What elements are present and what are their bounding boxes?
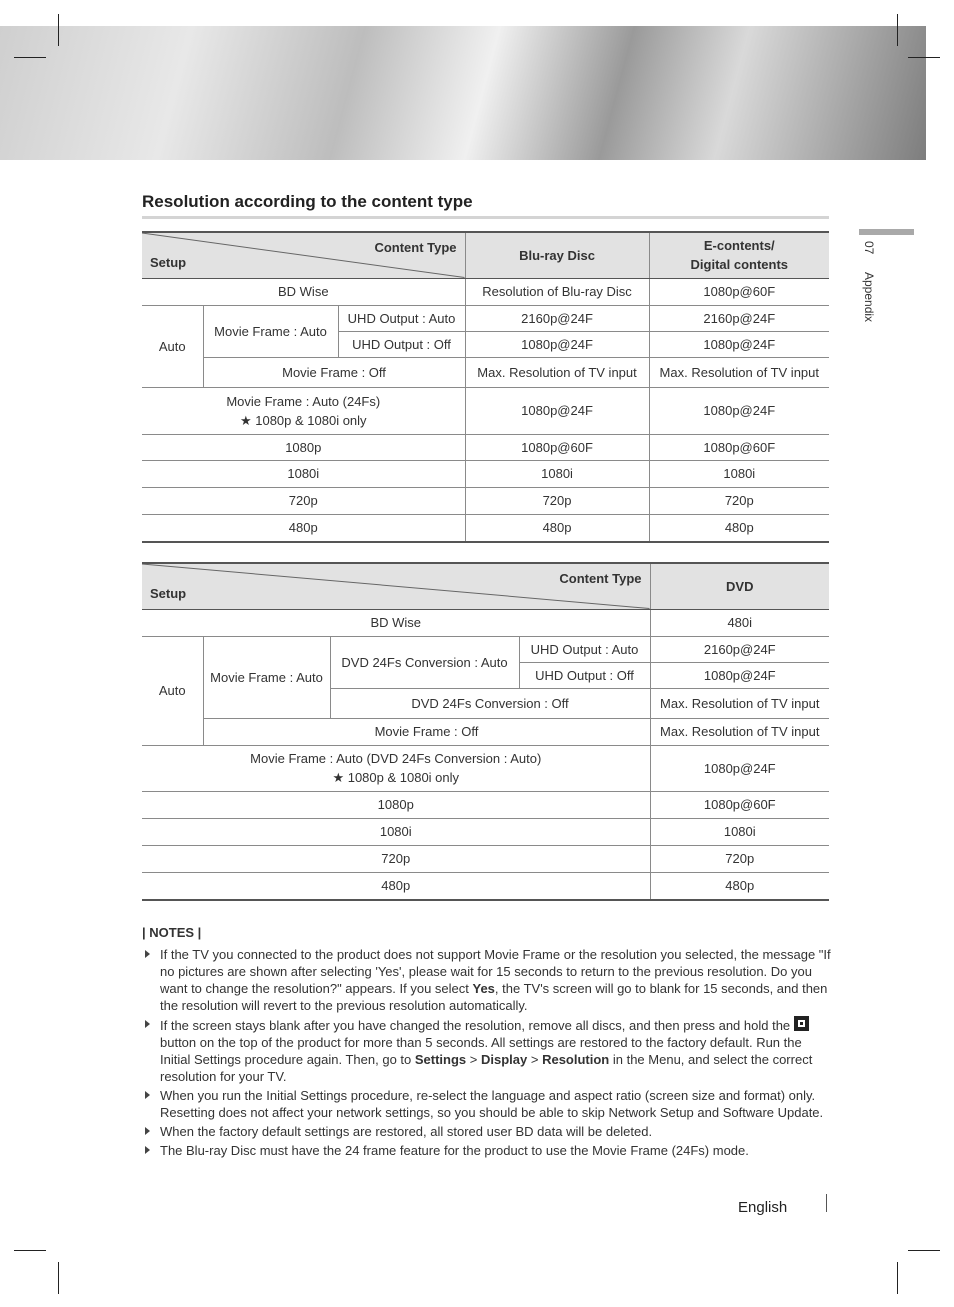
note-item: When you run the Initial Settings procedure, re-select the language and aspect ratio (screen size and format) only. Resetting does not affect your network settings, so you should be able to skip Network Setup and Software Update. [142,1087,832,1121]
table-cell: Max. Resolution of TV input [650,718,829,745]
crop-mark [14,57,46,58]
row-label: UHD Output : Auto [519,636,650,662]
side-tab [862,241,876,322]
table-cell: Max. Resolution of TV input [649,357,829,387]
row-label: Movie Frame : Auto [203,636,330,718]
row-label: Movie Frame : Auto (24Fs) ★ 1080p & 1080i only [142,387,465,434]
note-item: When the factory default settings are restored, all stored user BD data will be deleted. [142,1123,832,1140]
bluray-resolution-table [142,231,829,543]
table-row [142,487,829,514]
table-row [142,434,829,460]
table-cell: 1080p@24F [650,745,829,791]
table-cell: 1080p@24F [465,387,649,434]
table-cell: 1080p@60F [649,278,829,305]
table-cell: 2160p@24F [465,305,649,331]
bullet-arrow-icon [145,950,150,958]
table-row [142,791,829,818]
row-label: BD Wise [142,609,650,636]
table-cell: 480i [650,609,829,636]
table-cell: 1080i [650,818,829,845]
bullet-arrow-icon [145,1127,150,1135]
table-row [142,845,829,872]
footer-divider [826,1194,827,1212]
chapter-number: 07 [862,241,876,255]
content-type-label: Content Type [559,571,642,586]
stop-button-icon [794,1016,809,1031]
table-row [142,745,829,791]
table-cell: 2160p@24F [649,305,829,331]
crop-mark [897,14,898,46]
notes-section [142,924,832,1161]
notes-title: | NOTES | [142,925,202,940]
table-cell: 720p [649,487,829,514]
column-header: DVD [650,563,829,609]
table-cell: 1080p@24F [650,662,829,688]
table-cell: 720p [650,845,829,872]
row-label: 1080i [142,818,650,845]
table-row [142,278,829,305]
bullet-arrow-icon [145,1091,150,1099]
footer-language: English [738,1199,788,1216]
note-item: If the TV you connected to the product does not support Movie Frame or the resolution you selected, the message "If no pictures are shown after selecting 'Yes', please wait for 15 seconds to return to the previous resolution. Do you want to change the resolution?" appears. If you select Yes, the TV's screen will go to blank for 15 seconds, and then the resolution will revert to the previous resolution automatically. [142,946,832,1014]
chapter-label: Appendix [862,271,876,322]
setup-label: Setup [150,585,187,601]
row-label: Auto [142,636,203,745]
crop-mark [58,14,59,46]
row-label: 720p [142,845,650,872]
note-item: If the screen stays blank after you have changed the resolution, remove all discs, and then press and hold the button on the top of the product for more than 5 seconds. All settings are restored to the factory default. Run the Initial Settings procedure again. Then, go to Settings > Display > Resolution in the Menu, and select the correct resolution for your TV. [142,1016,832,1085]
row-label: 1080i [142,460,465,487]
bullet-arrow-icon [145,1146,150,1154]
content-type-label: Content Type [374,240,457,255]
title-divider [142,216,829,219]
header-banner [0,26,926,160]
table-cell: 1080p@24F [465,331,649,357]
row-label: 480p [142,872,650,900]
crop-mark [58,1262,59,1294]
table-cell: 1080p@24F [649,331,829,357]
crop-mark [14,1250,46,1251]
table-cell: 720p [465,487,649,514]
column-header: E-contents/ Digital contents [649,232,829,278]
table-cell: 1080p@60F [650,791,829,818]
table-row [142,818,829,845]
table-cell: 480p [724,520,754,536]
table-cell: 480p [465,514,649,542]
table-cell: 1080p@60F [649,434,829,460]
table-cell: Max. Resolution of TV input [650,688,829,718]
table-row [142,872,829,900]
note-item: The Blu-ray Disc must have the 24 frame feature for the product to use the Movie Frame (24Fs) mode. [142,1142,832,1159]
row-label: Movie Frame : Auto [203,305,338,357]
crop-mark [897,1262,898,1294]
row-label: Movie Frame : Off [203,357,465,387]
table-row [142,718,829,745]
row-label: 480p [142,514,465,542]
table-cell: 1080i [649,460,829,487]
table-cell: 2160p@24F [650,636,829,662]
table-row [142,460,829,487]
table-row [142,387,829,434]
row-label: UHD Output : Auto [338,305,465,331]
crop-mark [908,57,940,58]
row-label: 1080p [142,791,650,818]
table-row [142,609,829,636]
table-cell: 480p [725,878,755,894]
table-cell: Resolution of Blu-ray Disc [465,278,649,305]
table-cell: 1080p@24F [649,387,829,434]
header-diagonal-cell [142,232,465,278]
side-tab-bar [859,229,914,235]
table-row [142,514,829,542]
bullet-arrow-icon [145,1020,150,1028]
table-cell: Max. Resolution of TV input [465,357,649,387]
table-cell: 1080i [465,460,649,487]
row-label: Movie Frame : Off [203,718,650,745]
row-label: BD Wise [142,278,465,305]
row-label: 720p [142,487,465,514]
table-cell: 1080p@60F [465,434,649,460]
row-label: DVD 24Fs Conversion : Off [330,688,650,718]
row-label: Movie Frame : Auto (DVD 24Fs Conversion : Auto) ★ 1080p & 1080i only [142,745,650,791]
column-header: Blu-ray Disc [465,232,649,278]
row-label: UHD Output : Off [338,331,465,357]
crop-mark [908,1250,940,1251]
section-title: Resolution according to the content type [142,192,473,211]
dvd-resolution-table [142,562,829,901]
table-row [142,636,829,662]
row-label: UHD Output : Off [519,662,650,688]
row-label: 1080p [142,434,465,460]
table-row [142,305,829,331]
header-diagonal-cell [142,563,650,609]
row-label: DVD 24Fs Conversion : Auto [330,636,519,688]
table-row [142,357,829,387]
setup-label: Setup [150,254,187,270]
row-label: Auto [142,305,203,387]
